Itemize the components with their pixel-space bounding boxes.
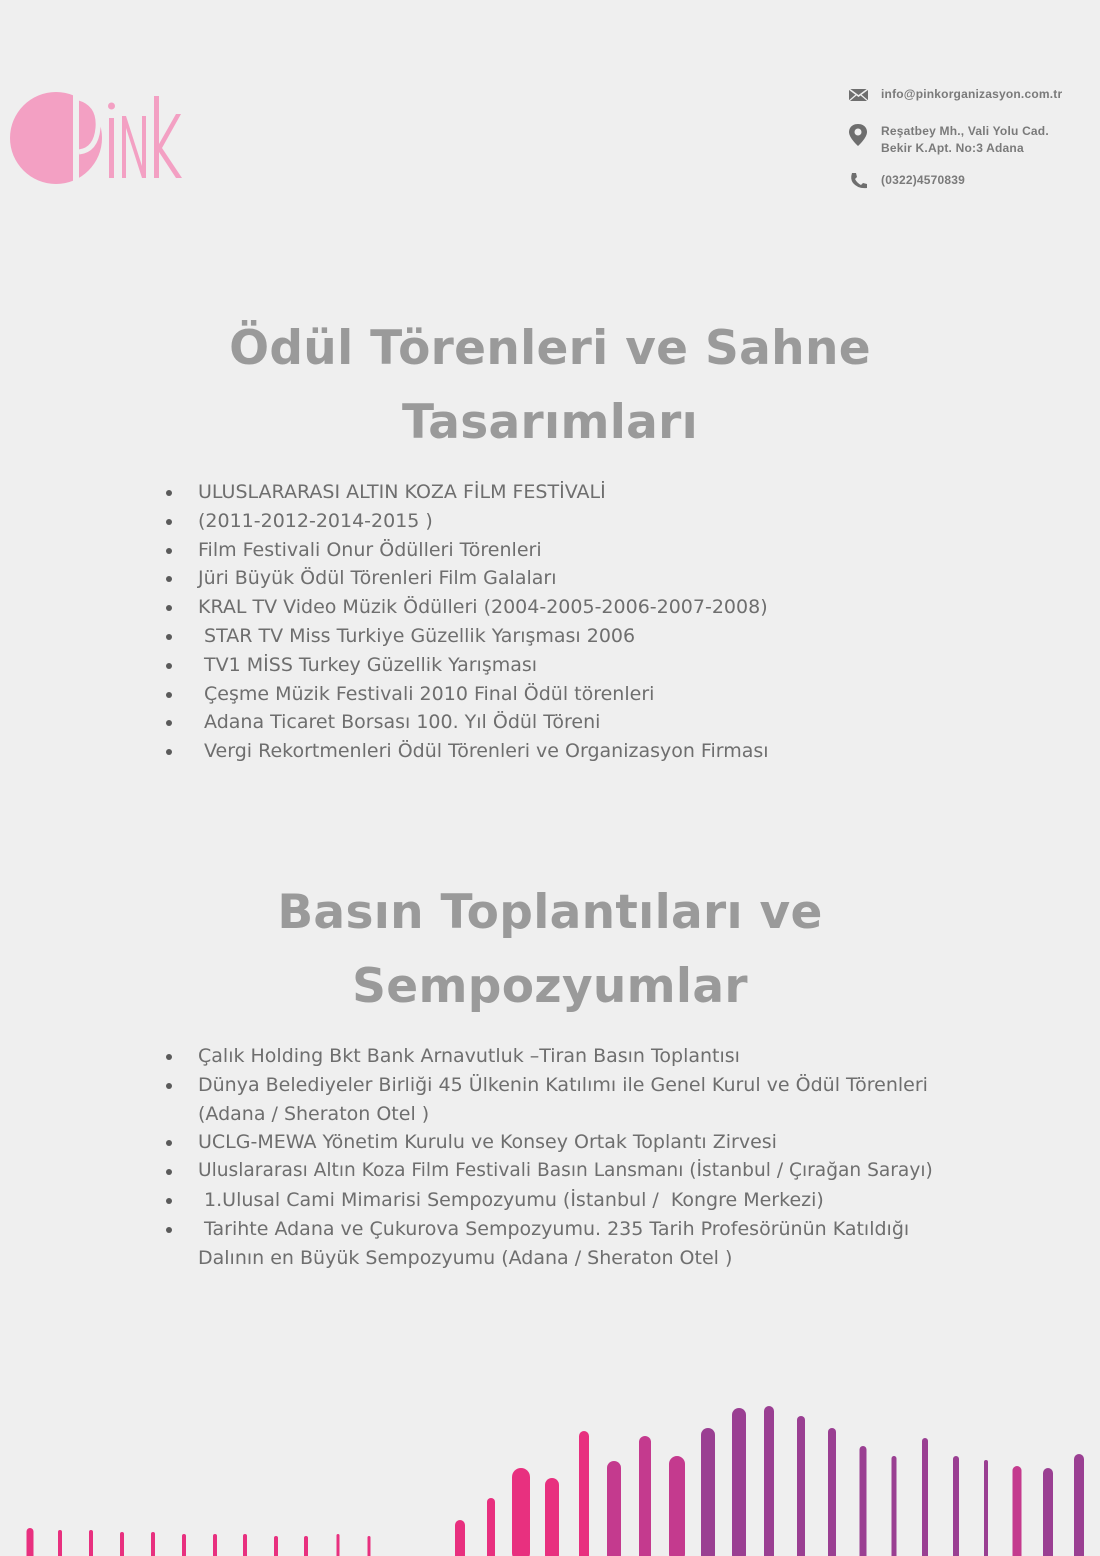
list-item: (2011-2012-2014-2015 ) — [152, 507, 972, 536]
equalizer-bar — [151, 1532, 155, 1556]
equalizer-bar — [304, 1536, 308, 1556]
equalizer-bar — [732, 1408, 746, 1556]
address-line-2: Bekir K.Apt. No:3 Adana — [881, 141, 1024, 155]
list-item: Film Festivali Onur Ödülleri Törenleri — [152, 536, 972, 565]
equalizer-bar — [607, 1461, 621, 1556]
list-item: STAR TV Miss Turkiye Güzellik Yarışması 2006 — [152, 622, 972, 651]
envelope-icon — [848, 86, 870, 104]
pink-logo — [10, 86, 182, 190]
section-1-list — [152, 478, 972, 766]
equalizer-bar — [243, 1534, 247, 1556]
phone-icon — [848, 172, 870, 190]
list-item: KRAL TV Video Müzik Ödülleri (2004-2005-2006-2007-2008) — [152, 593, 972, 622]
equalizer-bar — [797, 1416, 805, 1556]
contact-email-row — [848, 86, 1062, 104]
equalizer-bar — [639, 1436, 651, 1556]
list-item: ULUSLARARASI ALTIN KOZA FİLM FESTİVALİ — [152, 478, 972, 507]
equalizer-bar — [182, 1534, 186, 1556]
equalizer-bar — [701, 1428, 715, 1556]
equalizer-bar — [89, 1530, 93, 1556]
list-item: 1.Ulusal Cami Mimarisi Sempozyumu (İstanbul / Kongre Merkezi) — [152, 1186, 972, 1215]
equalizer-bar — [764, 1406, 774, 1556]
section-1-title-line-2: Tasarımları — [401, 395, 699, 450]
contact-phone-row — [848, 172, 965, 190]
list-item: Jüri Büyük Ödül Törenleri Film Galaları — [152, 564, 972, 593]
equalizer-bar — [58, 1530, 62, 1556]
section-2-title-line-1: Basın Toplantıları ve — [277, 885, 823, 940]
section-1-title — [0, 312, 1100, 460]
phone-link[interactable]: (0322)4570839 — [881, 173, 966, 187]
list-item: Dünya Belediyeler Birliği 45 Ülkenin Katılımı ile Genel Kurul ve Ödül Törenleri (Adana / Sheraton Otel ) — [152, 1071, 972, 1129]
equalizer-bar — [579, 1431, 589, 1556]
equalizer-bar — [27, 1528, 34, 1556]
list-item: Çalık Holding Bkt Bank Arnavutluk –Tiran Basın Toplantısı — [152, 1042, 972, 1071]
equalizer-bar — [1043, 1468, 1053, 1556]
equalizer-bar — [828, 1428, 836, 1556]
equalizer-bar — [337, 1534, 340, 1556]
list-item: Tarihte Adana ve Çukurova Sempozyumu. 235 Tarih Profesörünün Katıldığı Dalının en Büyük Sempozyumu (Adana / Sheraton Otel ) — [152, 1215, 972, 1273]
equalizer-bar — [213, 1534, 217, 1556]
equalizer-bar — [368, 1536, 371, 1556]
equalizer-bar — [487, 1498, 495, 1556]
equalizer-bar — [512, 1468, 530, 1556]
list-item: Vergi Rekortmenleri Ödül Törenleri ve Organizasyon Firması — [152, 737, 972, 766]
equalizer-bar — [953, 1456, 959, 1556]
equalizer-bar — [922, 1438, 928, 1556]
section-1-title-line-1: Ödül Törenleri ve Sahne — [229, 321, 871, 376]
equalizer-bar — [860, 1446, 867, 1556]
list-item: TV1 MİSS Turkey Güzellik Yarışması — [152, 651, 972, 680]
equalizer-bar — [545, 1478, 559, 1556]
location-pin-icon — [848, 123, 870, 147]
list-item: UCLG-MEWA Yönetim Kurulu ve Konsey Ortak Toplantı Zirvesi — [152, 1128, 972, 1157]
contact-address-row — [848, 123, 1049, 157]
equalizer-bar — [1013, 1466, 1022, 1556]
equalizer-bar — [120, 1532, 124, 1556]
equalizer-bar — [669, 1456, 685, 1556]
equalizer-bar — [274, 1536, 278, 1556]
equalizer-bar — [1074, 1454, 1084, 1556]
list-item: Adana Ticaret Borsası 100. Yıl Ödül Töreni — [152, 708, 972, 737]
section-2-title-line-2: Sempozyumlar — [352, 959, 748, 1014]
address-line-1: Reşatbey Mh., Vali Yolu Cad. — [881, 124, 1049, 138]
email-link[interactable]: info@pinkorganizasyon.com.tr — [881, 87, 1063, 101]
section-2-list — [152, 1042, 972, 1272]
equalizer-bars-decoration — [0, 1390, 1100, 1556]
equalizer-bar — [984, 1460, 988, 1556]
equalizer-bar — [455, 1520, 465, 1556]
section-2-title — [0, 876, 1100, 1024]
equalizer-bar — [892, 1456, 897, 1556]
list-item: Çeşme Müzik Festivali 2010 Final Ödül törenleri — [152, 680, 972, 709]
list-item: Uluslararası Altın Koza Film Festivali Basın Lansmanı (İstanbul / Çırağan Sarayı) — [152, 1157, 972, 1186]
